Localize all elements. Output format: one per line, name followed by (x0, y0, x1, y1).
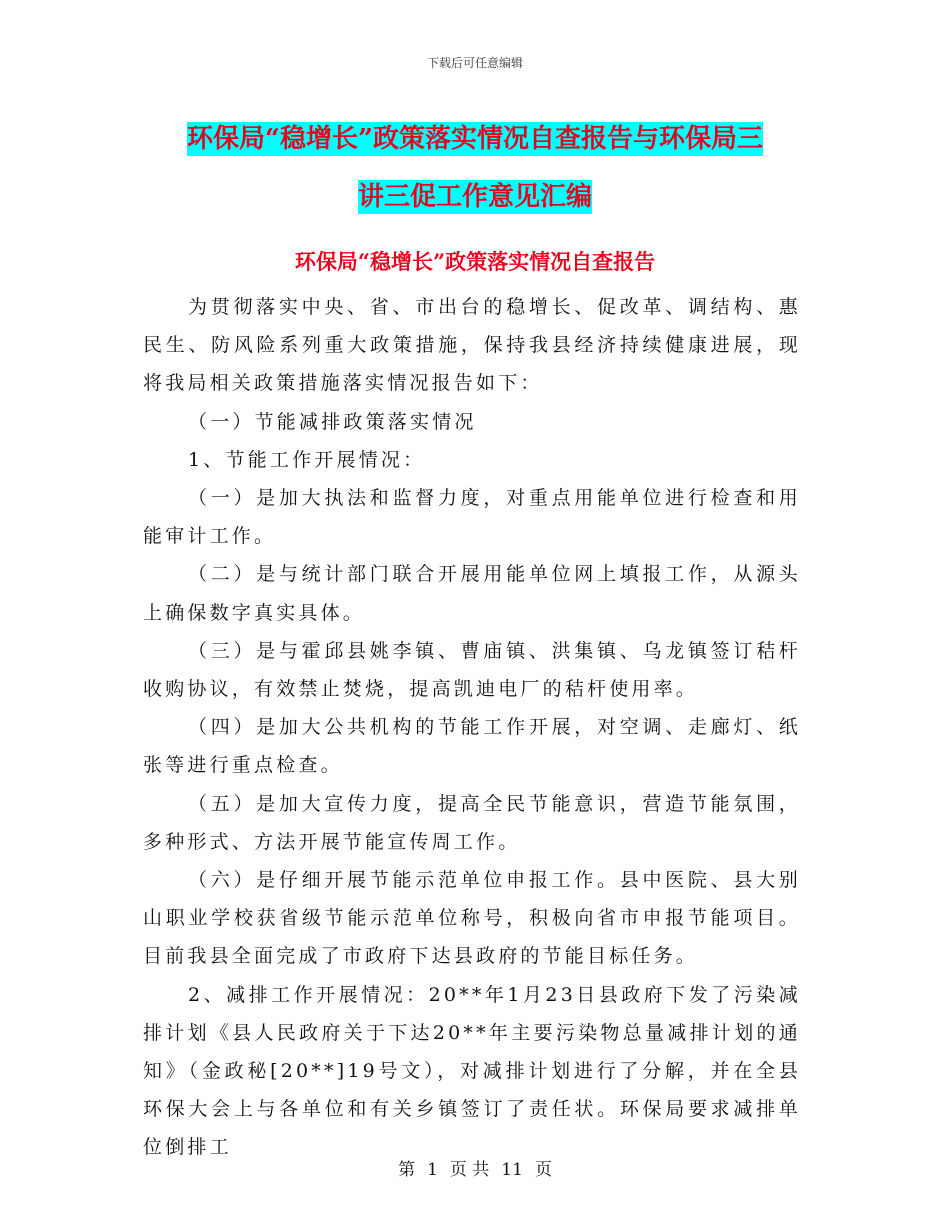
page-footer (0, 1155, 950, 1180)
paragraph: （一）节能减排政策落实情况 (188, 410, 477, 433)
total-pages-number: 11 (501, 1160, 523, 1180)
current-page-number: 1 (427, 1160, 438, 1180)
header-note: 下载后可任意编辑 (426, 56, 523, 70)
page-label-prefix: 第 (398, 1160, 416, 1180)
page-label-suffix: 页 (534, 1160, 552, 1180)
document-title (0, 110, 950, 226)
paragraph: （四）是加大公共机构的节能工作开展，对空调、走廊灯、纸张等进行重点检查。 (143, 716, 801, 777)
paragraph: （六）是仔细开展节能示范单位申报工作。县中医院、县大别山职业学校获省级节能示范单位称号，积极向省市申报节能项目。目前我县全面完成了市政府下达县政府的节能目标任务。 (143, 869, 801, 968)
document-body (143, 288, 801, 1167)
paragraph: 1、节能工作开展情况： (188, 448, 426, 471)
paragraph: 2、减排工作开展情况：20**年1月23日县政府下发了污染减排计划《县人民政府关于下达20**年主要污染物总量减排计划的通知》（金政秘[20**]19号文），对减排计划进行了分解，并在全县环保大会上与各单位和有关乡镇签订了责任状。环保局要求减排单位倒排工 (143, 983, 801, 1159)
page-label-mid: 页 共 (449, 1160, 490, 1180)
paragraph: 为贯彻落实中央、省、市出台的稳增长、促改革、调结构、惠民生、防风险系列重大政策措施，保持我县经济持续健康进展，现将我局相关政策措施落实情况报告如下： (143, 296, 801, 395)
section-title: 环保局“稳增长”政策落实情况自查报告 (294, 249, 656, 274)
paragraph: （三）是与霍邱县姚李镇、曹庙镇、洪集镇、乌龙镇签订秸杆收购协议，有效禁止焚烧，提高凯迪电厂的秸杆使用率。 (143, 639, 801, 701)
title-line-2: 讲三促工作意见汇编 (357, 182, 592, 212)
paragraph: （二）是与统计部门联合开展用能单位网上填报工作，从源头上确保数字真实具体。 (143, 563, 801, 624)
paragraph: （五）是加大宣传力度，提高全民节能意识，营造节能氛围，多种形式、方法开展节能宣传周工作。 (143, 792, 801, 853)
paragraph: （一）是加大执法和监督力度，对重点用能单位进行检查和用能审计工作。 (143, 487, 801, 548)
title-line-1: 环保局“稳增长”政策落实情况自查报告与环保局三 (187, 124, 763, 154)
